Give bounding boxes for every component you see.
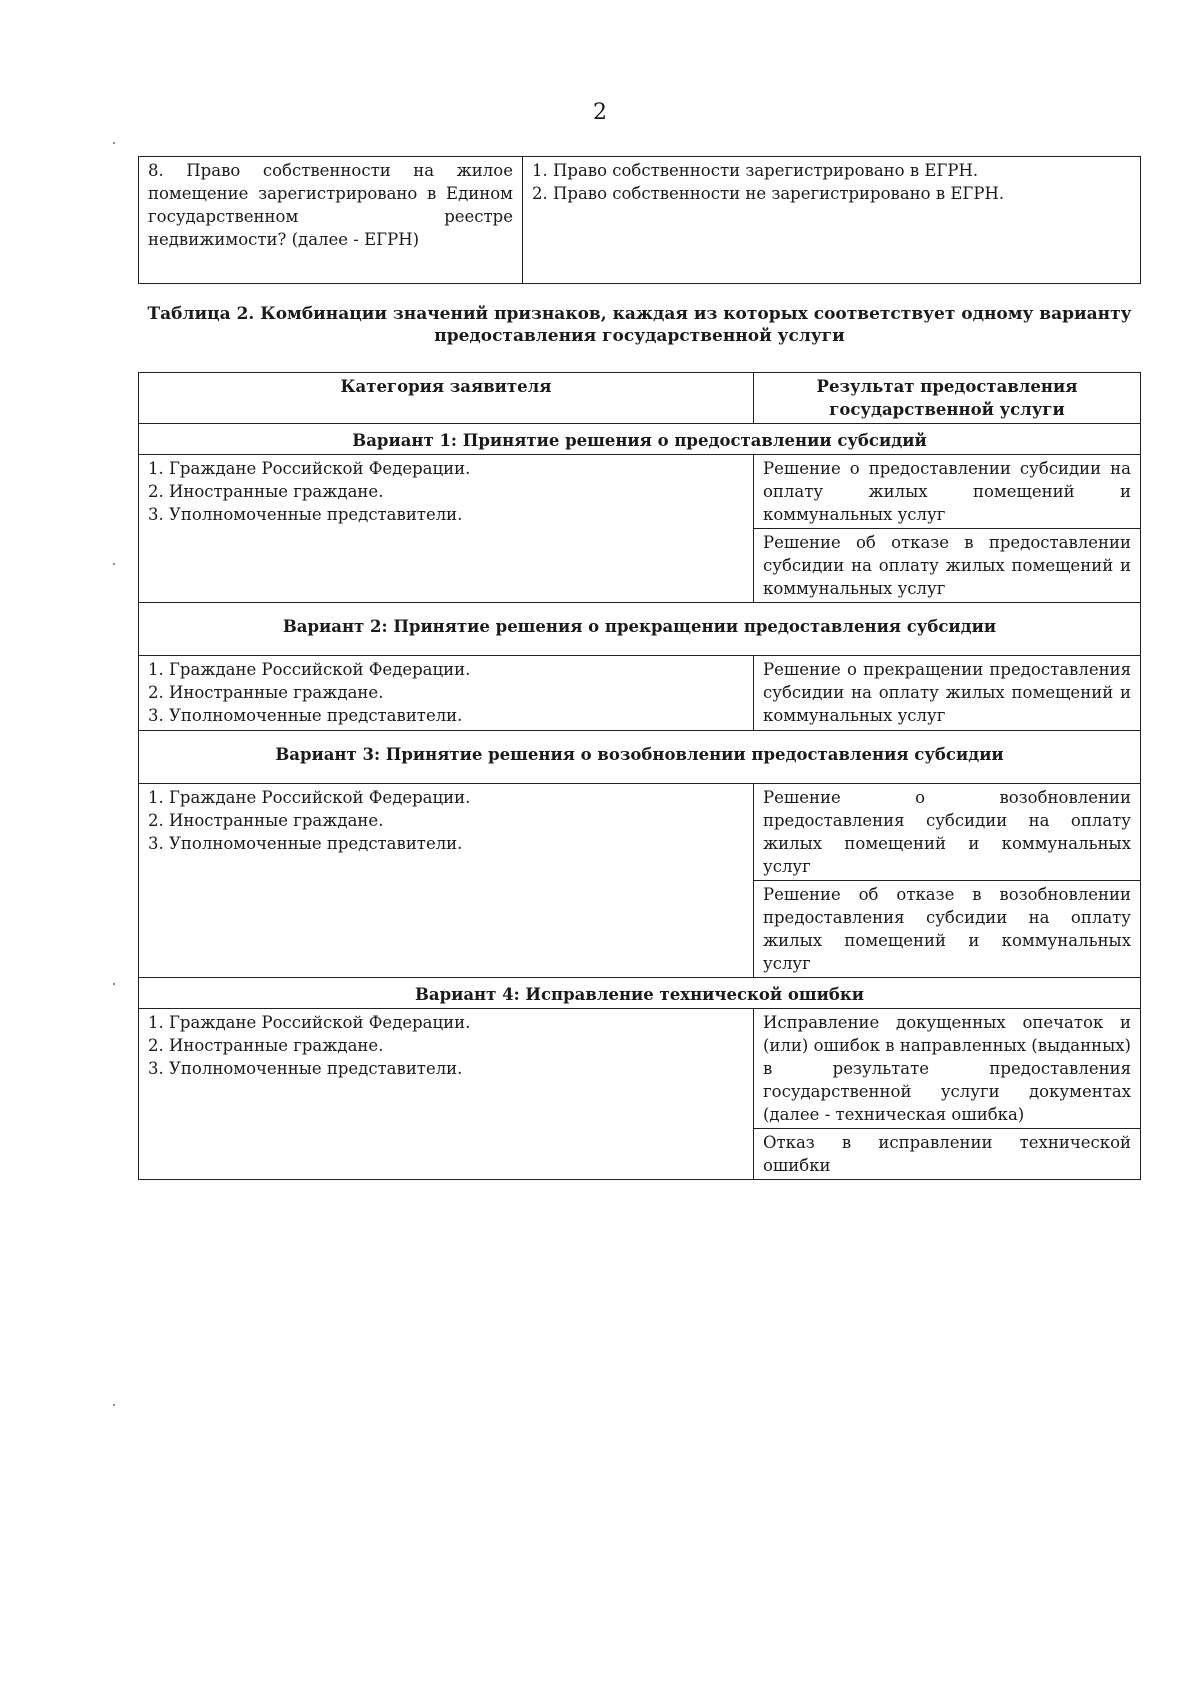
scan-mark: [113, 142, 115, 144]
applicant-item: 2. Иностранные граждане.: [148, 811, 384, 830]
applicant-item: 3. Уполномоченные представители.: [148, 1059, 463, 1078]
variant-title-row: [139, 731, 1141, 784]
variant-title-row: [139, 603, 1141, 656]
variant-title: Вариант 2: Принятие решения о прекращении предоставления субсидии: [139, 603, 1141, 656]
variants-table: [138, 372, 1141, 1180]
result-cell: Решение об отказе в возобновлении предоставления субсидии на оплату жилых помещений и коммунальных услуг: [754, 881, 1141, 978]
answer-item: 2. Право собственности не зарегистрировано в ЕГРН.: [532, 184, 1005, 203]
variant-title: Вариант 1: Принятие решения о предоставлении субсидий: [139, 424, 1141, 455]
table-caption: [138, 303, 1141, 347]
applicant-item: 3. Уполномоченные представители.: [148, 505, 463, 524]
applicant-item: 1. Граждане Российской Федерации.: [148, 1013, 471, 1032]
table-row: [139, 455, 1141, 529]
applicant-item: 3. Уполномоченные представители.: [148, 834, 463, 853]
scan-mark: [113, 983, 115, 985]
column-header-result: Результат предоставления государственной услуги: [754, 373, 1141, 424]
result-cell: Решение об отказе в предоставлении субсидии на оплату жилых помещений и коммунальных услуг: [754, 529, 1141, 603]
variant-title: Вариант 3: Принятие решения о возобновлении предоставления субсидии: [139, 731, 1141, 784]
header-row: [139, 373, 1141, 424]
applicant-category-cell: [139, 656, 754, 731]
variant-title-row: [139, 978, 1141, 1009]
attributes-table: [138, 156, 1141, 284]
table-row: [139, 1009, 1141, 1129]
applicant-item: 2. Иностранные граждане.: [148, 482, 384, 501]
result-cell: Исправление докущенных опечаток и (или) ошибок в направленных (выданных) в результате предоставления государственной услуги документах (далее - техническая ошибка): [754, 1009, 1141, 1129]
variant-title: Вариант 4: Исправление технической ошибки: [139, 978, 1141, 1009]
applicant-category-cell: [139, 455, 754, 603]
applicant-item: 1. Граждане Российской Федерации.: [148, 459, 471, 478]
result-cell: Решение о предоставлении субсидии на оплату жилых помещений и коммунальных услуг: [754, 455, 1141, 529]
answers-cell: [523, 157, 1141, 284]
applicant-item: 1. Граждане Российской Федерации.: [148, 788, 471, 807]
applicant-item: 1. Граждане Российской Федерации.: [148, 660, 471, 679]
result-cell: Отказ в исправлении технической ошибки: [754, 1129, 1141, 1180]
table-row: [139, 656, 1141, 731]
table-row: [139, 157, 1141, 284]
scan-mark: [113, 1404, 115, 1406]
applicant-category-cell: [139, 1009, 754, 1180]
scan-mark: [113, 563, 115, 565]
answer-item: 1. Право собственности зарегистрировано в ЕГРН.: [532, 161, 979, 180]
column-header-category: Категория заявителя: [139, 373, 754, 424]
variant-title-row: [139, 424, 1141, 455]
applicant-category-cell: [139, 784, 754, 978]
table-row: [139, 784, 1141, 881]
question-cell: 8. Право собственности на жилое помещение зарегистрировано в Едином государственном реестре недвижимости? (далее - ЕГРН): [139, 157, 523, 284]
result-cell: Решение о возобновлении предоставления субсидии на оплату жилых помещений и коммунальных услуг: [754, 784, 1141, 881]
page-number: 2: [593, 100, 607, 125]
applicant-item: 2. Иностранные граждане.: [148, 683, 384, 702]
caption-line: Таблица 2. Комбинации значений признаков, каждая из которых соответствует одному варианту: [147, 304, 1132, 324]
applicant-item: 2. Иностранные граждане.: [148, 1036, 384, 1055]
caption-line: предоставления государственной услуги: [434, 326, 845, 346]
result-cell: Решение о прекращении предоставления субсидии на оплату жилых помещений и коммунальных услуг: [754, 656, 1141, 731]
applicant-item: 3. Уполномоченные представители.: [148, 706, 463, 725]
